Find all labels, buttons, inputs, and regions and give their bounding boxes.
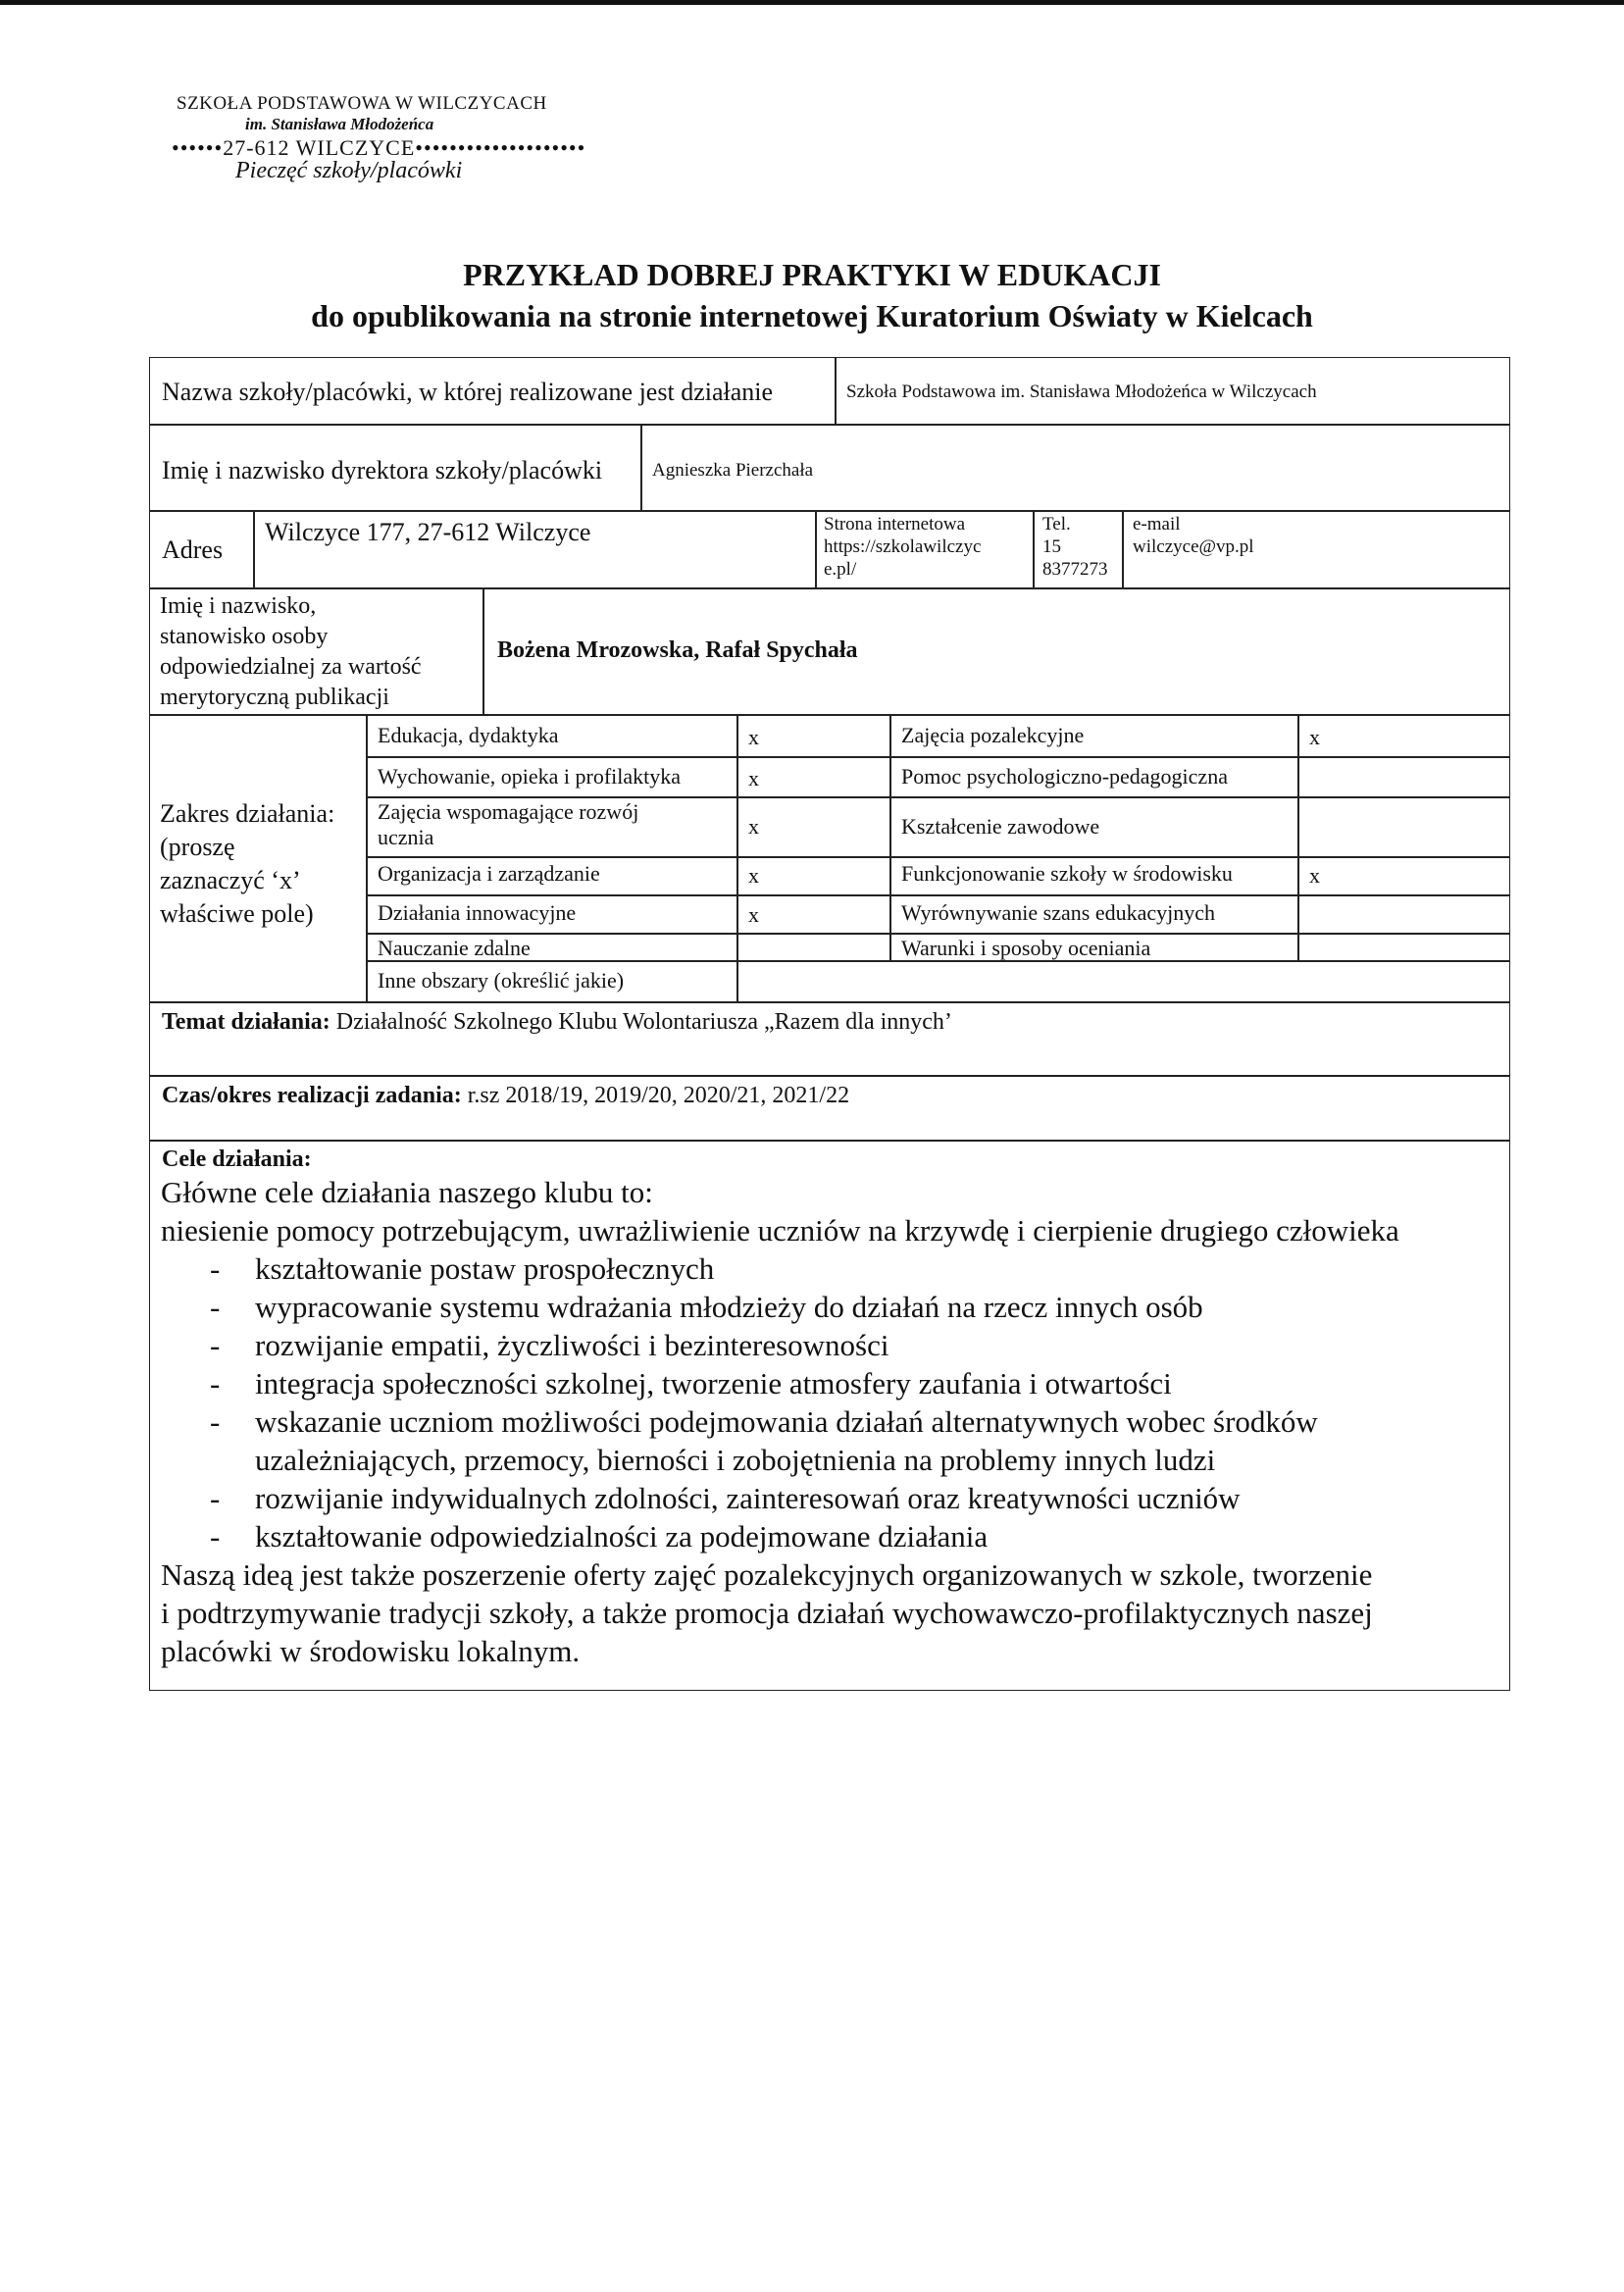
document-title: PRZYKŁAD DOBREJ PRAKTYKI W EDUKACJI xyxy=(463,257,1161,292)
scope-item-extracurricular: Zajęcia pozalekcyjne xyxy=(901,723,1085,747)
scope-item-assessment: Warunki i sposoby oceniania xyxy=(901,936,1151,960)
rule-scope-col-1 xyxy=(366,714,368,1001)
scope-item-other: Inne obszary (określić jakie) xyxy=(378,968,625,993)
scope-item-equal-chances: Wyrównywanie szans edukacyjnych xyxy=(901,900,1216,925)
scope-mark-support: x xyxy=(748,814,759,839)
scan-top-border xyxy=(0,0,1624,5)
rule-row1 xyxy=(150,424,1509,426)
stamp-caption: Pieczęć szkoły/placówki xyxy=(235,158,463,183)
rule-responsible-split xyxy=(482,587,484,714)
rule-address-split-3 xyxy=(1033,510,1035,587)
tel-label: Tel. xyxy=(1042,514,1071,535)
rule-address-split-1 xyxy=(253,510,255,587)
scope-item-support: Zajęcia wspomagające rozwój ucznia xyxy=(378,799,639,849)
scope-mark-community: x xyxy=(1309,863,1320,888)
email-value: wilczyce@vp.pl xyxy=(1133,536,1254,557)
rule-address-split-2 xyxy=(815,510,817,587)
tel-value-1: 15 xyxy=(1042,536,1061,557)
goals-line: niesienie pomocy potrzebującym, uwrażliwienie uczniów na krzywdę i cierpienie drugiego człowieka xyxy=(161,1213,1399,1248)
document-subtitle: do opublikowania na stronie internetowej Kuratorium Oświaty w Kielcach xyxy=(311,298,1313,333)
director-value: Agnieszka Pierzchała xyxy=(652,460,814,481)
scope-mark-extracurricular: x xyxy=(1309,725,1320,749)
period-row xyxy=(162,1083,849,1110)
website-value-1: https://szkolawilczyc xyxy=(824,536,982,557)
scope-item-innovation: Działania innowacyjne xyxy=(378,900,577,925)
goals-list xyxy=(161,1249,1399,1555)
goal-item: - kształtowanie postaw prospołecznych xyxy=(210,1251,715,1286)
rule-scope-col-2 xyxy=(736,714,738,1001)
tel-value-2: 8377273 xyxy=(1042,559,1108,580)
rule-scope-5 xyxy=(366,933,1509,935)
period-label: Czas/okres realizacji zadania: xyxy=(162,1083,462,1108)
scope-mark-upbringing: x xyxy=(748,766,759,790)
scope-label: Zakres działania: (proszę zaznaczyć ‘x’ właściwe pole) xyxy=(160,799,335,928)
school-name-label: Nazwa szkoły/placówki, w której realizowane jest działanie xyxy=(162,378,774,406)
rule-scope-2 xyxy=(366,796,1509,798)
scope-item-organization: Organizacja i zarządzanie xyxy=(378,861,600,886)
goal-item: - wypracowanie systemu wdrażania młodzieży do działań na rzecz innych osób xyxy=(210,1290,1203,1324)
goal-item: - rozwijanie indywidualnych zdolności, zainteresowań oraz kreatywności uczniów xyxy=(210,1481,1241,1515)
rule-school-split xyxy=(835,358,837,424)
rule-scope-3 xyxy=(366,856,1509,858)
scope-item-vocational: Kształcenie zawodowe xyxy=(901,814,1100,839)
scope-mark-education: x xyxy=(748,725,759,749)
rule-row4 xyxy=(150,714,1509,716)
website-value-2: e.pl/ xyxy=(824,559,857,580)
rule-row5 xyxy=(150,1001,1509,1003)
stamp-line-1: SZKOŁA PODSTAWOWA W WILCZYCACH xyxy=(177,93,547,114)
goal-item: - wskazanie uczniom możliwości podejmowania działań alternatywnych wobec środków uzależniających, przemocy, bierności i zobojętnienia na problemy innych ludzi xyxy=(210,1404,1318,1477)
topic-row xyxy=(162,1009,952,1037)
scope-mark-organization: x xyxy=(748,863,759,888)
tel-cell xyxy=(1042,513,1108,581)
email-label: e-mail xyxy=(1133,514,1181,535)
rule-scope-col-3 xyxy=(889,714,891,960)
topic-value: Działalność Szkolnego Klubu Wolontariusza „Razem dla innych’ xyxy=(335,1009,952,1035)
stamp-line-3: ••••••27-612 WILCZYCE•••••••••••••••••••• xyxy=(172,135,586,160)
email-cell xyxy=(1133,513,1254,558)
school-stamp xyxy=(172,93,721,201)
goals-label: Cele działania: xyxy=(162,1146,312,1172)
scope-item-education: Edukacja, dydaktyka xyxy=(378,723,559,747)
goals-outro-1: Naszą ideą jest także poszerzenie oferty zajęć pozalekcyjnych organizowanych w szkole, tworzenie xyxy=(161,1557,1373,1592)
rule-row2 xyxy=(150,510,1509,512)
responsible-label: Imię i nazwisko, stanowisko osoby odpowiedzialnej za wartość merytoryczną publikacji xyxy=(160,593,422,710)
rule-address-split-4 xyxy=(1122,510,1124,587)
stamp-line-2: im. Stanisława Młodożeńca xyxy=(245,115,434,133)
rule-scope-1 xyxy=(366,756,1509,758)
rule-scope-col-4 xyxy=(1297,714,1299,960)
rule-row7 xyxy=(150,1140,1509,1142)
goals-body xyxy=(161,1173,1399,1670)
address-label: Adres xyxy=(162,535,224,564)
goal-item: - rozwijanie empatii, życzliwości i bezinteresowności xyxy=(210,1328,889,1362)
rule-row6 xyxy=(150,1075,1509,1077)
website-cell xyxy=(824,513,981,581)
responsible-value: Bożena Mrozowska, Rafał Spychała xyxy=(497,637,858,663)
scope-item-upbringing: Wychowanie, opieka i profilaktyka xyxy=(378,764,682,789)
goals-outro-2: i podtrzymywanie tradycji szkoły, a także promocja działań wychowawczo-profilaktycznych naszej xyxy=(161,1596,1373,1630)
topic-label: Temat działania: xyxy=(162,1009,330,1035)
stamp-address: 27-612 WILCZYCE xyxy=(223,135,416,160)
goals-intro: Główne cele działania naszego klubu to: xyxy=(161,1175,653,1209)
goals-outro-3: placówki w środowisku lokalnym. xyxy=(161,1634,581,1668)
website-label: Strona internetowa xyxy=(824,514,966,535)
goal-item: - integracja społeczności szkolnej, tworzenie atmosfery zaufania i otwartości xyxy=(210,1366,1172,1401)
scope-item-community: Funkcjonowanie szkoły w środowisku xyxy=(901,861,1233,886)
rule-row3 xyxy=(150,587,1509,589)
address-value: Wilczyce 177, 27-612 Wilczyce xyxy=(265,518,591,546)
scope-item-remote: Nauczanie zdalne xyxy=(378,936,531,960)
rule-director-split xyxy=(640,424,642,510)
scope-mark-innovation: x xyxy=(748,902,759,927)
rule-scope-4 xyxy=(366,894,1509,896)
goal-item: - kształtowanie odpowiedzialności za podejmowane działania xyxy=(210,1519,989,1553)
period-value: r.sz 2018/19, 2019/20, 2020/21, 2021/22 xyxy=(467,1083,850,1108)
scope-item-psychological: Pomoc psychologiczno-pedagogiczna xyxy=(901,764,1228,789)
school-name-value: Szkoła Podstawowa im. Stanisława Młodożeńca w Wilczycach xyxy=(846,382,1317,402)
director-label: Imię i nazwisko dyrektora szkoły/placówki xyxy=(162,456,603,484)
